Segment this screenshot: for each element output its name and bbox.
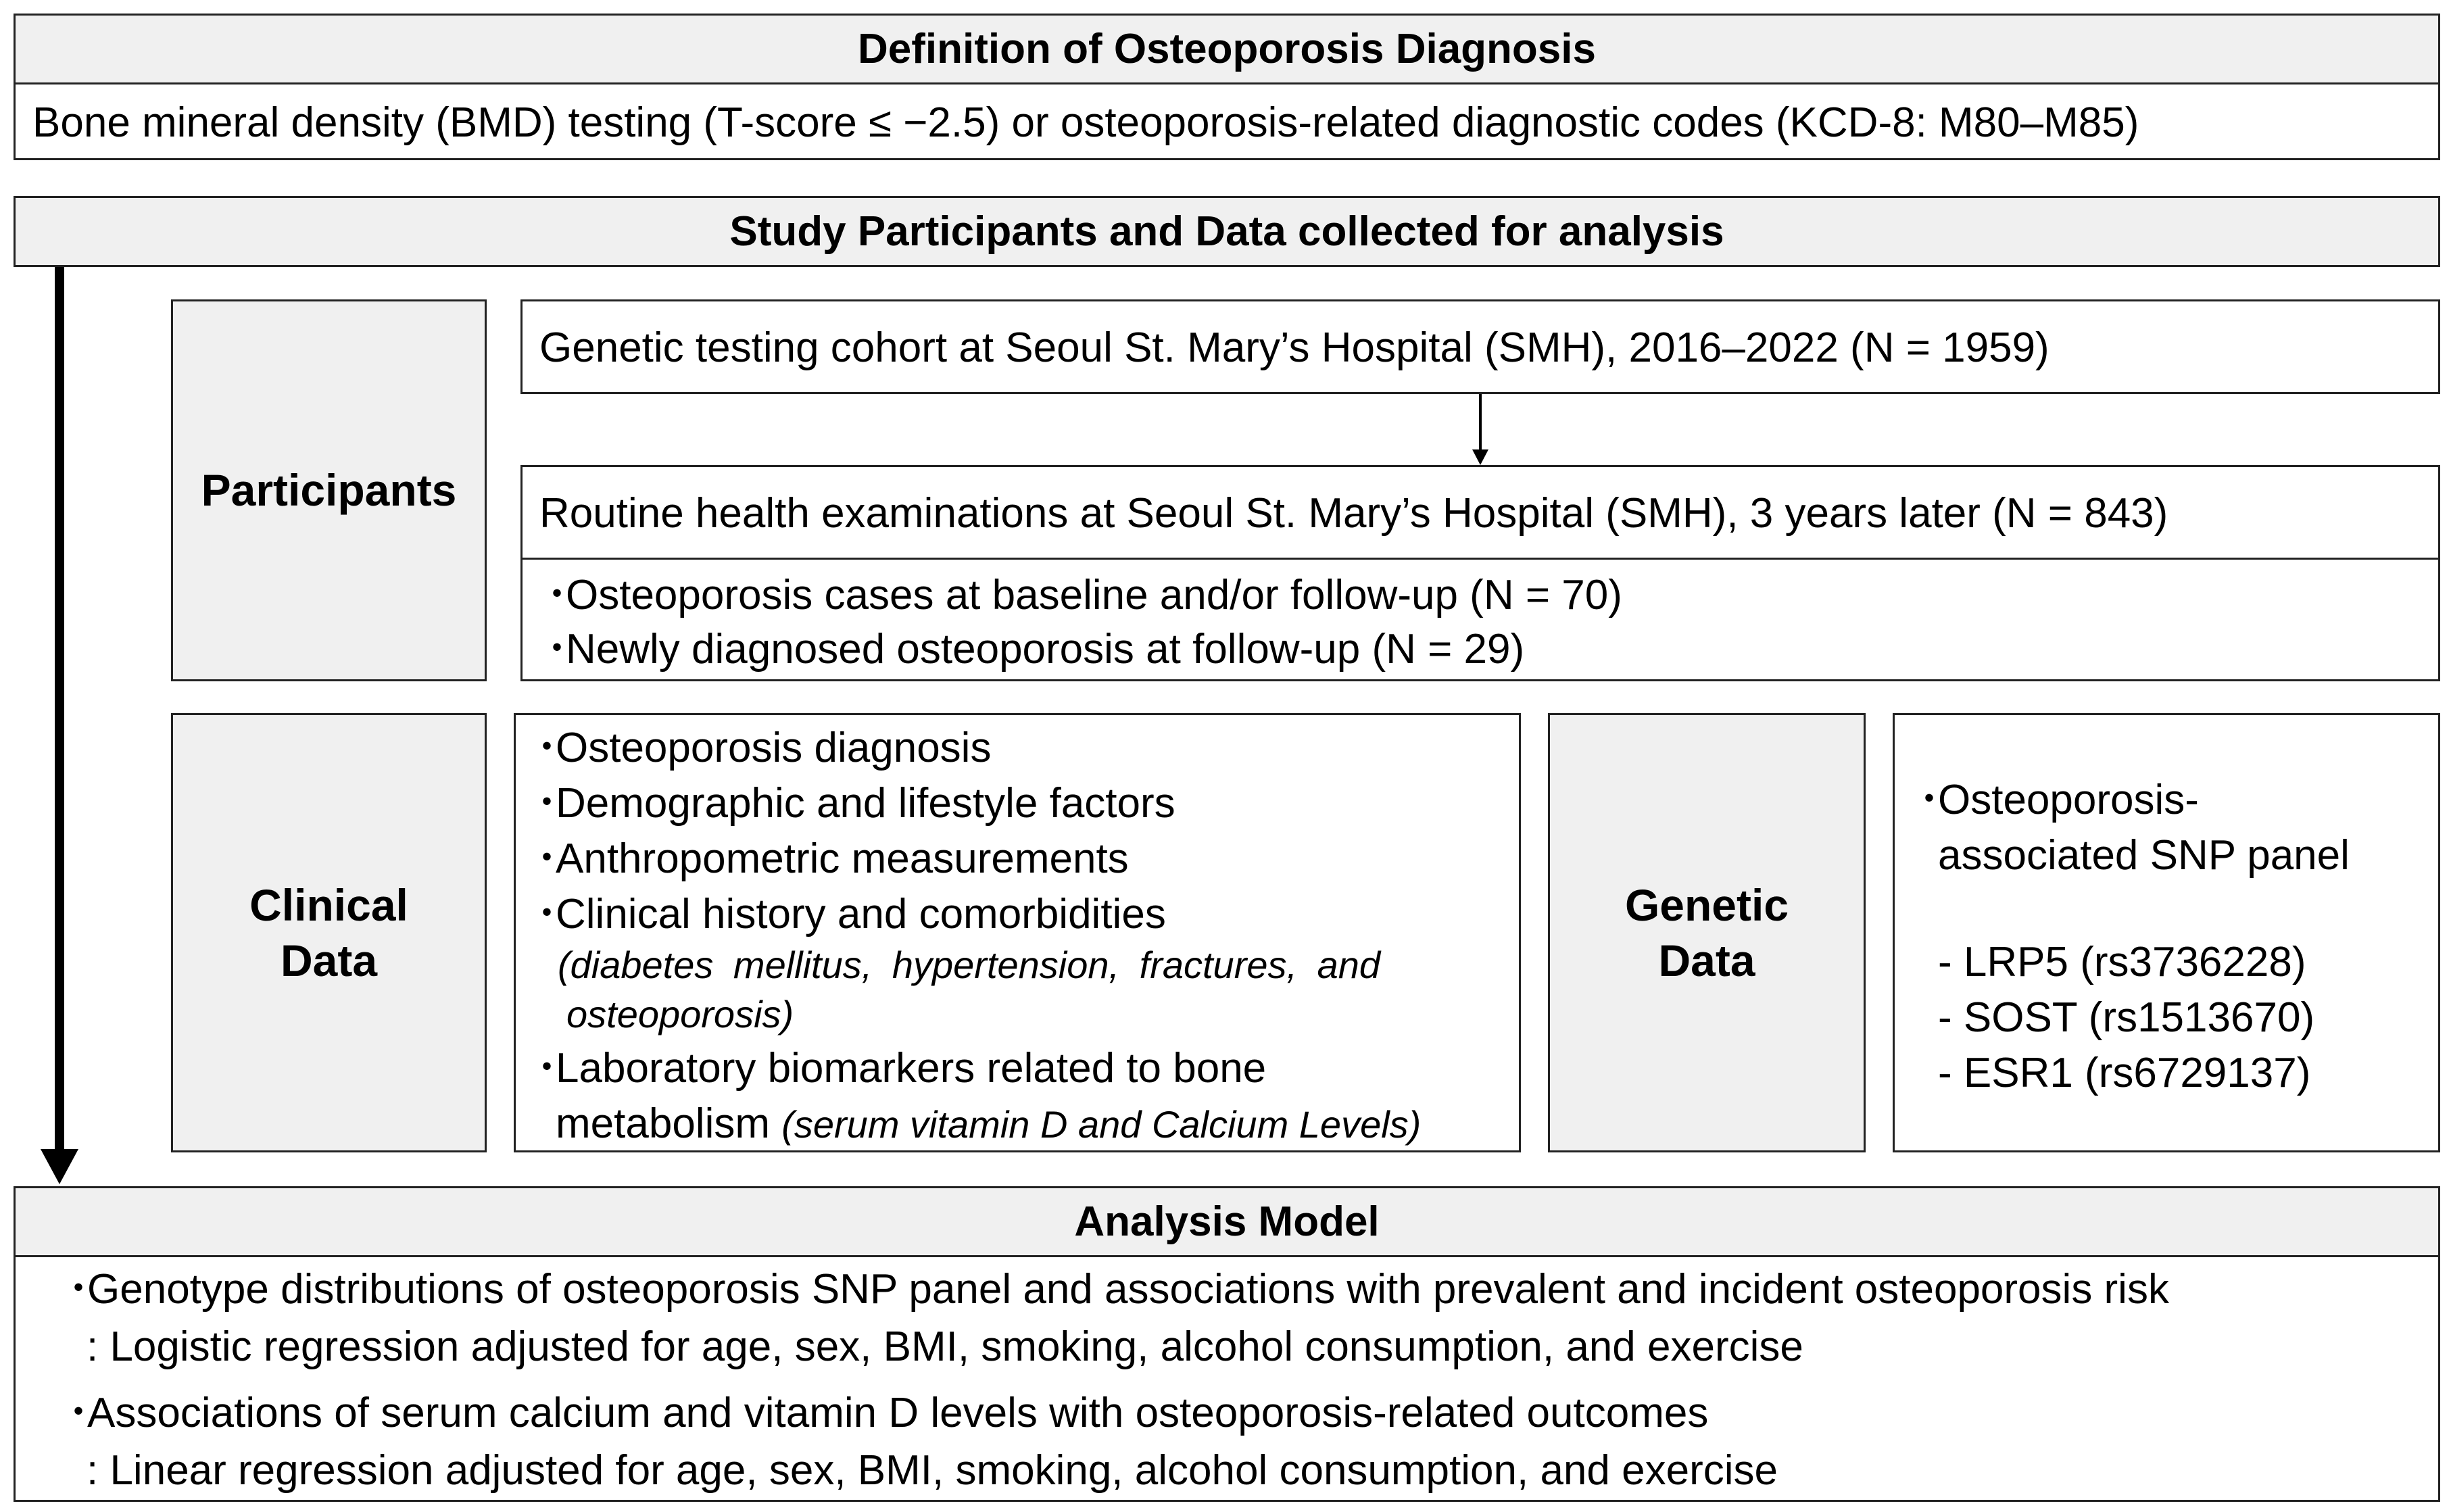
main-flow-arrow-head bbox=[41, 1149, 78, 1184]
clinical-lab-line2: metabolism bbox=[556, 1100, 770, 1147]
snp-esr1: - ESR1 (rs6729137) bbox=[1938, 1050, 2311, 1096]
clinical-history-note-1: (diabetes mellitus, hypertension, fractures, and bbox=[558, 944, 1381, 986]
analysis-item-2-sub: : Linear regression adjusted for age, sex, BMI, smoking, alcohol consumption, and exercise bbox=[87, 1447, 1778, 1494]
cohort-text: Genetic testing cohort at Seoul St. Mary’s Hospital (SMH), 2016–2022 (N = 1959) bbox=[539, 324, 2049, 371]
bullet-marker: ・ bbox=[536, 626, 579, 673]
bullet-marker: ・ bbox=[57, 1390, 100, 1436]
genetic-label-line2: Data bbox=[1658, 935, 1755, 985]
analysis-item-1-text: Genotype distributions of osteoporosis SNP panel and associations with prevalent and incident osteoporosis risk bbox=[87, 1266, 2169, 1313]
clinical-item-2-text: Demographic and lifestyle factors bbox=[556, 780, 1175, 827]
clinical-lab-note: (serum vitamin D and Calcium Levels) bbox=[781, 1103, 1422, 1146]
analysis-item-1-sub: : Logistic regression adjusted for age, sex, BMI, smoking, alcohol consumption, and exercise bbox=[87, 1323, 1803, 1370]
participants-bullet-2-text: Newly diagnosed osteoporosis at follow-up (N = 29) bbox=[566, 626, 1525, 673]
clinical-label-line2: Data bbox=[280, 935, 378, 985]
genetic-panel-line2: associated SNP panel bbox=[1938, 832, 2350, 879]
genetic-panel-line1: Osteoporosis- bbox=[1938, 777, 2199, 823]
participants-bullet-1-text: Osteoporosis cases at baseline and/or follow-up (N = 70) bbox=[566, 572, 1622, 618]
definition-title: Definition of Osteoporosis Diagnosis bbox=[858, 26, 1596, 72]
clinical-item-5-text: Laboratory biomarkers related to bone bbox=[556, 1045, 1267, 1092]
clinical-item-4-text: Clinical history and comorbidities bbox=[556, 891, 1166, 937]
snp-sost: - SOST (rs1513670) bbox=[1938, 994, 2315, 1041]
bullet-marker: ・ bbox=[526, 835, 568, 882]
routine-text: Routine health examinations at Seoul St. Mary’s Hospital (SMH), 3 years later (N = 843) bbox=[539, 490, 2168, 537]
clinical-item-1-text: Osteoporosis diagnosis bbox=[556, 725, 992, 771]
analysis-title: Analysis Model bbox=[1074, 1198, 1380, 1245]
bullet-marker: ・ bbox=[536, 572, 579, 618]
bullet-marker: ・ bbox=[526, 1045, 568, 1092]
clinical-history-note-2: osteoporosis) bbox=[566, 993, 794, 1035]
study-title: Study Participants and Data collected for analysis bbox=[729, 208, 1724, 255]
participants-label: Participants bbox=[201, 465, 457, 516]
analysis-item-2-text: Associations of serum calcium and vitamin D levels with osteoporosis-related outcomes bbox=[87, 1390, 1709, 1436]
clinical-item-3-text: Anthropometric measurements bbox=[556, 835, 1129, 882]
bullet-marker: ・ bbox=[526, 725, 568, 771]
bullet-marker: ・ bbox=[57, 1266, 100, 1313]
definition-text: Bone mineral density (BMD) testing (T-score ≤ −2.5) or osteoporosis-related diagnostic codes (KCD-8: M80–M85) bbox=[32, 99, 2139, 146]
snp-lrp5: - LRP5 (rs3736228) bbox=[1938, 939, 2306, 985]
clinical-label-line1: Clinical bbox=[249, 879, 408, 930]
bullet-marker: ・ bbox=[526, 780, 568, 827]
genetic-label-line1: Genetic bbox=[1624, 879, 1789, 930]
bullet-marker: ・ bbox=[526, 891, 568, 937]
bullet-marker: ・ bbox=[1908, 777, 1951, 823]
cohort-arrow-head bbox=[1472, 449, 1488, 465]
